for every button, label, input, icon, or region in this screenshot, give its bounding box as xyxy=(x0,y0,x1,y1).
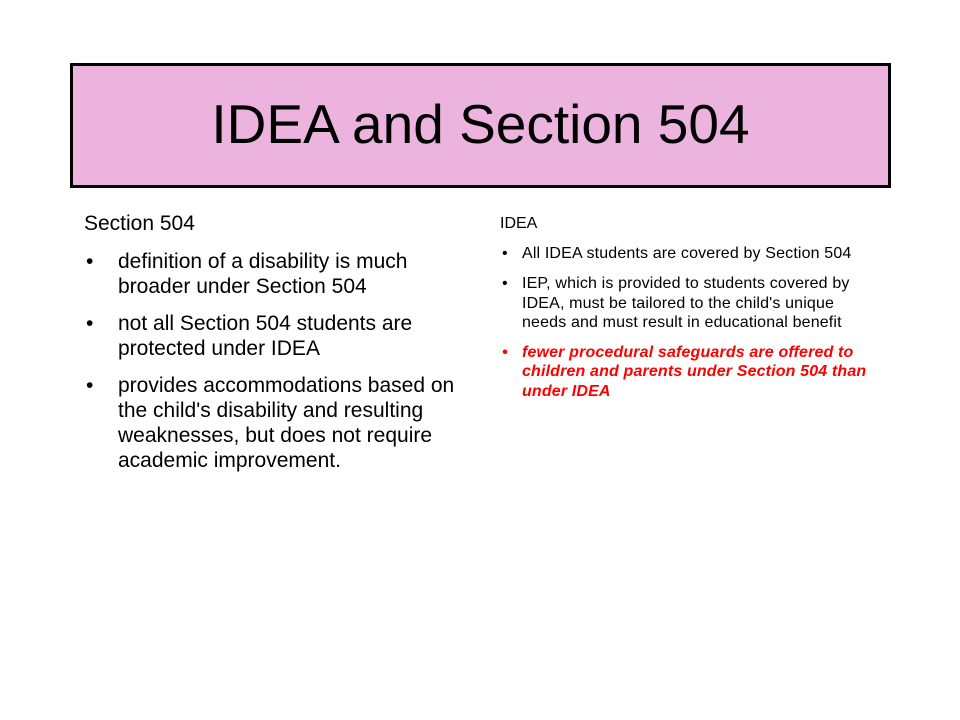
idea-heading: IDEA xyxy=(500,215,538,232)
bullet-icon: • xyxy=(502,245,508,262)
highlighted-list-item-text: fewer procedural safeguards are offered to children and parents under Section 504 than under IDEA xyxy=(522,344,867,400)
title-banner xyxy=(70,63,891,188)
list-item-text: not all Section 504 students are protected under IDEA xyxy=(118,312,413,360)
bullet-icon: • xyxy=(86,374,94,397)
highlighted-list-item xyxy=(500,343,880,401)
list-item xyxy=(500,274,880,332)
idea-column xyxy=(500,215,880,412)
list-item xyxy=(84,249,469,299)
list-item xyxy=(84,311,469,361)
bullet-icon: • xyxy=(86,250,94,273)
idea-list xyxy=(500,244,880,401)
list-item-text: All IDEA students are covered by Section 504 xyxy=(522,245,852,262)
bullet-icon: • xyxy=(86,312,94,335)
section-504-column xyxy=(84,211,469,485)
section-504-list xyxy=(84,249,469,473)
slide-title: IDEA and Section 504 xyxy=(211,93,750,155)
list-item-text: IEP, which is provided to students covered by IDEA, must be tailored to the child's unique needs and must result in educational benefit xyxy=(522,275,850,331)
list-item xyxy=(84,373,469,473)
bullet-icon: • xyxy=(502,344,508,362)
list-item-text: provides accommodations based on the child's disability and resulting weaknesses, but does not require academic improvement. xyxy=(118,374,455,472)
list-item-text: definition of a disability is much broader under Section 504 xyxy=(118,250,408,298)
bullet-icon: • xyxy=(502,275,508,293)
section-504-heading: Section 504 xyxy=(84,212,195,235)
list-item xyxy=(500,244,880,263)
